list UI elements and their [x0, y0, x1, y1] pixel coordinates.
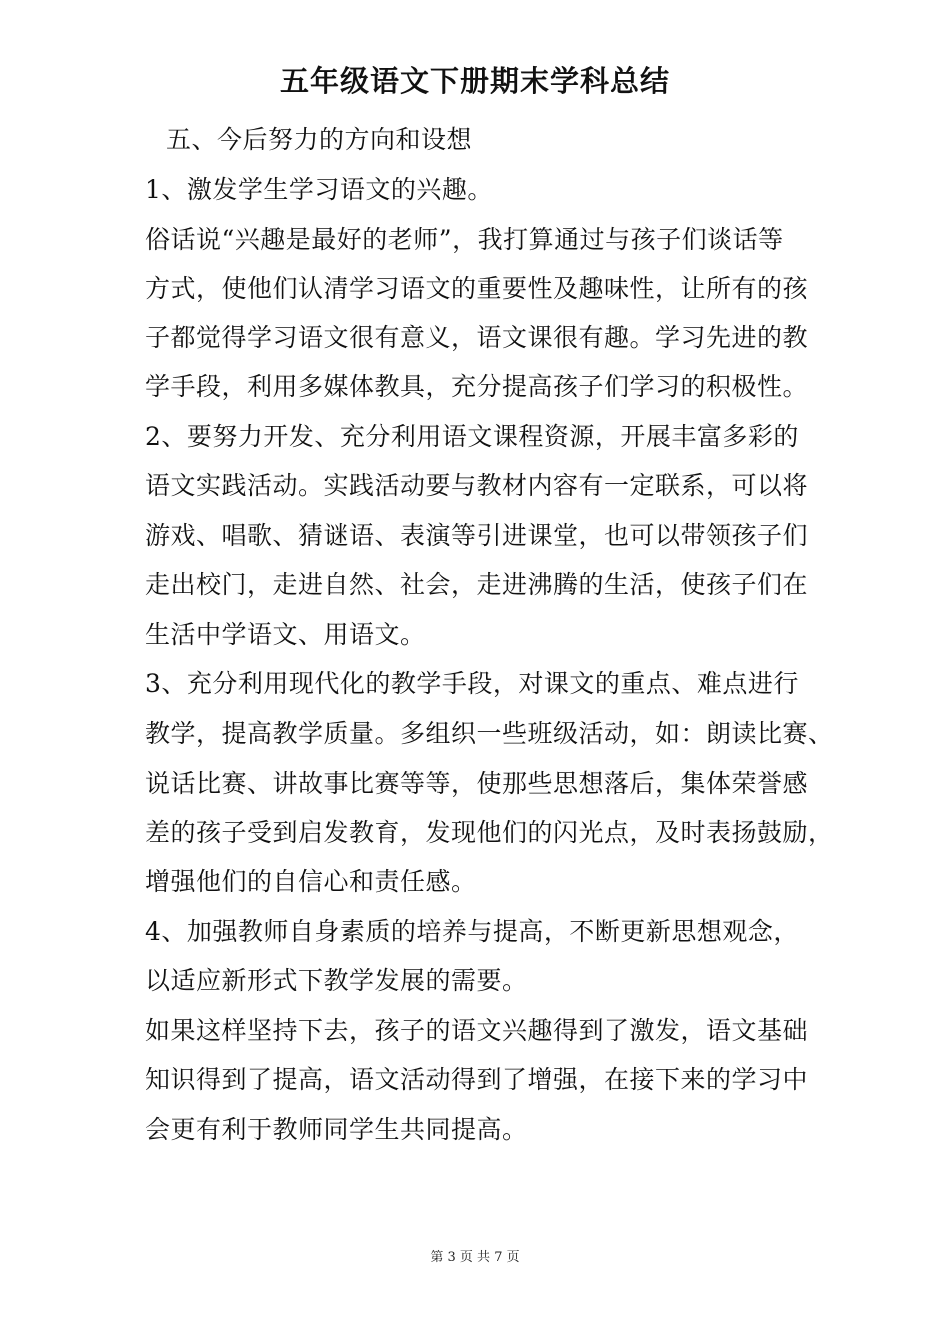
text-line: 游戏、唱歌、猜谜语、表演等引进课堂，也可以带领孩子们 — [145, 521, 809, 550]
section-heading: 五、今后努力的方向和设想 — [166, 125, 473, 154]
text-line: 语文实践活动。实践活动要与教材内容有一定联系，可以将 — [145, 471, 809, 500]
text-line: 如果这样坚持下去，孩子的语文兴趣得到了激发，语文基础 — [145, 1016, 809, 1045]
text-line: 3、充分利用现代化的教学手段，对课文的重点、难点进行 — [145, 669, 799, 698]
text-line: 子都觉得学习语文很有意义，语文课很有趣。学习先进的教 — [145, 323, 809, 352]
page-number-footer: 第 3 页 共 7 页 — [430, 1250, 520, 1265]
text-line: 2、要努力开发、充分利用语文课程资源，开展丰富多彩的 — [145, 422, 799, 451]
text-line: 俗话说“兴趣是最好的老师”，我打算通过与孩子们谈话等 — [145, 225, 784, 254]
text-line: 说话比赛、讲故事比赛等等，使那些思想落后，集体荣誉感 — [145, 769, 809, 798]
text-line: 知识得到了提高，语文活动得到了增强，在接下来的学习中 — [145, 1065, 809, 1094]
text-line: 会更有利于教师同学生共同提高。 — [145, 1115, 528, 1144]
text-line: 走出校门，走进自然、社会，走进沸腾的生活，使孩子们在 — [145, 570, 809, 599]
text-line: 学手段，利用多媒体教具，充分提高孩子们学习的积极性。 — [145, 372, 809, 401]
text-line: 教学，提高教学质量。多组织一些班级活动，如：朗读比赛、 — [145, 719, 834, 748]
text-line: 生活中学语文、用语文。 — [145, 620, 426, 649]
text-line: 1、激发学生学习语文的兴趣。 — [145, 175, 493, 204]
text-line: 以适应新形式下教学发展的需要。 — [145, 966, 528, 995]
text-line: 差的孩子受到启发教育，发现他们的闪光点，及时表扬鼓励， — [145, 818, 834, 847]
document-title: 五年级语文下册期末学科总结 — [279, 64, 670, 98]
text-line: 方式，使他们认清学习语文的重要性及趣味性，让所有的孩 — [145, 274, 809, 303]
text-line: 4、加强教师自身素质的培养与提高，不断更新思想观念， — [145, 917, 799, 946]
text-line: 增强他们的自信心和责任感。 — [145, 867, 477, 896]
